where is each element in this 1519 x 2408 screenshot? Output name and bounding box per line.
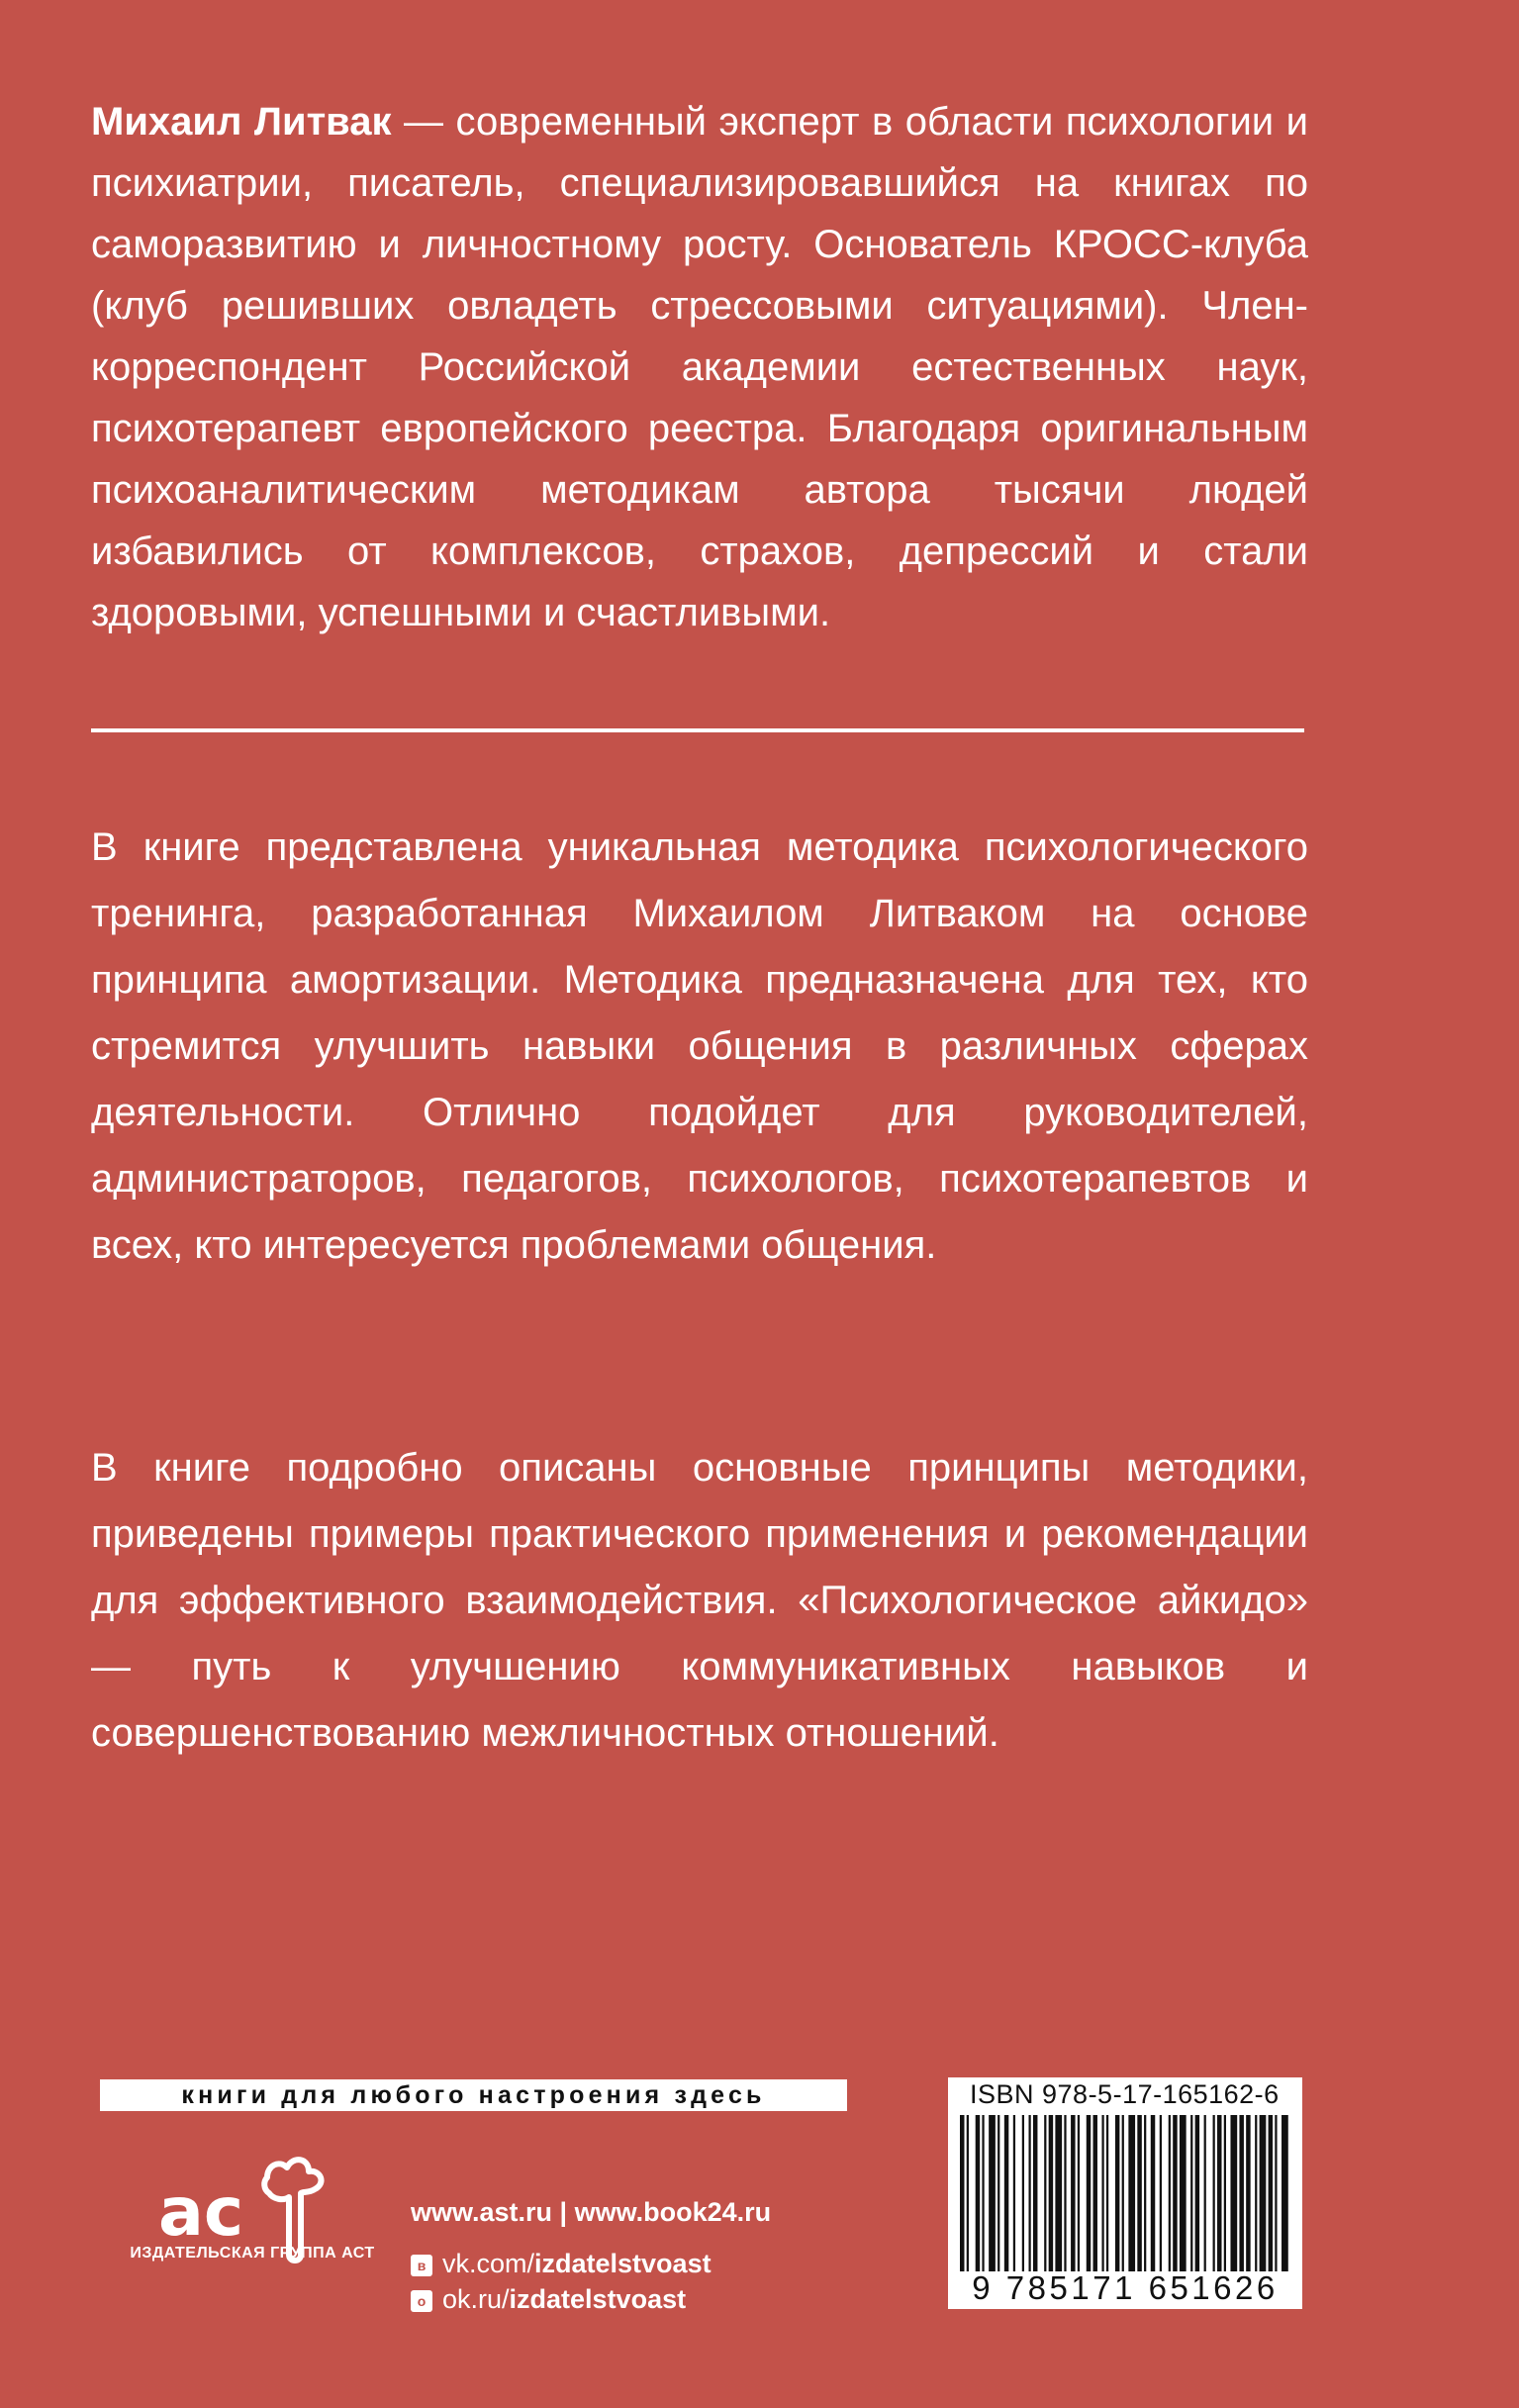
barcode-bar (1180, 2115, 1187, 2271)
ok-icon: о (411, 2290, 432, 2312)
barcode-bar (1224, 2115, 1226, 2271)
vk-handle: izdatelstvoast (534, 2249, 712, 2278)
barcode-bar (1173, 2115, 1177, 2271)
publisher-name: ИЗДАТЕЛЬСКАЯ ГРУППА АСТ (130, 2245, 375, 2262)
author-bio (91, 91, 1308, 643)
barcode-bar (1087, 2115, 1091, 2271)
barcode-bar (967, 2115, 969, 2271)
barcode-bar (1044, 2115, 1046, 2271)
barcode-bar (1013, 2115, 1015, 2271)
ast-logo (119, 2138, 386, 2286)
barcode-bar (1169, 2115, 1171, 2271)
barcode-bar (997, 2115, 999, 2271)
description-paragraph-2: В книге подробно описаны основные принципы методики, приведены примеры практического применения и рекомендации для эффективного взаимодействия. «Психологическое айкидо» — путь к улучшению коммуникативных навыков и совершенствованию межличностных отношений. (91, 1446, 1308, 1755)
barcode-bar (1049, 2115, 1053, 2271)
barcode-bars (960, 2115, 1290, 2271)
barcode-bar (1217, 2115, 1221, 2271)
barcode-bar (1033, 2115, 1037, 2271)
barcode-bar (1204, 2115, 1206, 2271)
vk-link[interactable] (411, 2246, 771, 2281)
barcode-bar (1160, 2115, 1162, 2271)
barcode-bar (1151, 2115, 1155, 2271)
author-name: Михаил Литвак (91, 100, 392, 144)
description-paragraph-1: В книге представлена уникальная методика психологического тренинга, разработанная Михаилом Литваком на основе принципа амортизации. Методика предназначена для тех, кто стремится улучшить навыки общения в различных сферах деятельности. Отлично подойдет для руководителей, администраторов, педагогов, психологов, психотерапевтов и всех, кто интересуется проблемами общения. (91, 825, 1308, 1267)
barcode-bar (1078, 2115, 1080, 2271)
barcode-bar (1269, 2115, 1273, 2271)
barcode-bar (1092, 2115, 1096, 2271)
tagline-banner: книги для любого настроения здесь (100, 2079, 847, 2111)
vk-icon: в (411, 2255, 432, 2276)
ast-logo-text: ac (158, 2173, 244, 2252)
barcode-bar (1106, 2115, 1108, 2271)
barcode-bar (982, 2115, 984, 2271)
barcode-bar (1055, 2115, 1062, 2271)
barcode-bar (1282, 2115, 1288, 2271)
barcode-bar (1239, 2115, 1243, 2271)
author-bio-text: — современный эксперт в области психологии и психиатрии, писатель, специализировавшийся на книгах по саморазвитию и личностному росту. Основатель КРОСС-клуба (клуб решивших овладеть стрессовыми ситуациями). Член-корреспондент Российской академии естественных наук, психотерапевт европейского реестра. Благодаря оригинальным психоаналитическим методикам автора тысячи людей избавились от комплексов, страхов, депрессий и стали здоровыми, успешными и счастливыми. (91, 100, 1308, 634)
barcode-bar (1022, 2115, 1024, 2271)
barcode-bar (976, 2115, 980, 2271)
barcode-bar (1144, 2115, 1146, 2271)
isbn-number: ISBN 978-5-17-165162-6 (970, 2079, 1280, 2109)
barcode-bar (1275, 2115, 1277, 2271)
publisher-links (411, 2192, 771, 2317)
barcode-bar (1064, 2115, 1066, 2271)
barcode-bar (1128, 2115, 1135, 2271)
ok-link[interactable] (411, 2281, 771, 2317)
barcode-bar (1137, 2115, 1141, 2271)
ok-prefix: ok.ru/ (442, 2284, 510, 2314)
ean-digits: 9 785171 651626 (972, 2269, 1279, 2306)
barcode-bar (1195, 2115, 1199, 2271)
barcode-bar (1190, 2115, 1192, 2271)
ok-handle: izdatelstvoast (509, 2284, 687, 2314)
barcode-bar (1230, 2115, 1237, 2271)
barcode-bar (1122, 2115, 1124, 2271)
barcode-bar (1260, 2115, 1267, 2271)
barcode-bar (1115, 2115, 1119, 2271)
barcode-bar (1246, 2115, 1250, 2271)
website-links[interactable]: www.ast.ru | www.book24.ru (411, 2197, 772, 2227)
barcode (948, 2077, 1302, 2309)
barcode-bar (1255, 2115, 1257, 2271)
ast-logo-icon (119, 2138, 386, 2286)
barcode-bar (1213, 2115, 1215, 2271)
barcode-bar (1028, 2115, 1030, 2271)
barcode-bar (1004, 2115, 1008, 2271)
barcode-bar (1071, 2115, 1075, 2271)
vk-prefix: vk.com/ (442, 2249, 535, 2278)
barcode-bar (989, 2115, 996, 2271)
barcode-bar (1101, 2115, 1103, 2271)
barcode-bar (960, 2115, 964, 2271)
divider (91, 728, 1304, 732)
